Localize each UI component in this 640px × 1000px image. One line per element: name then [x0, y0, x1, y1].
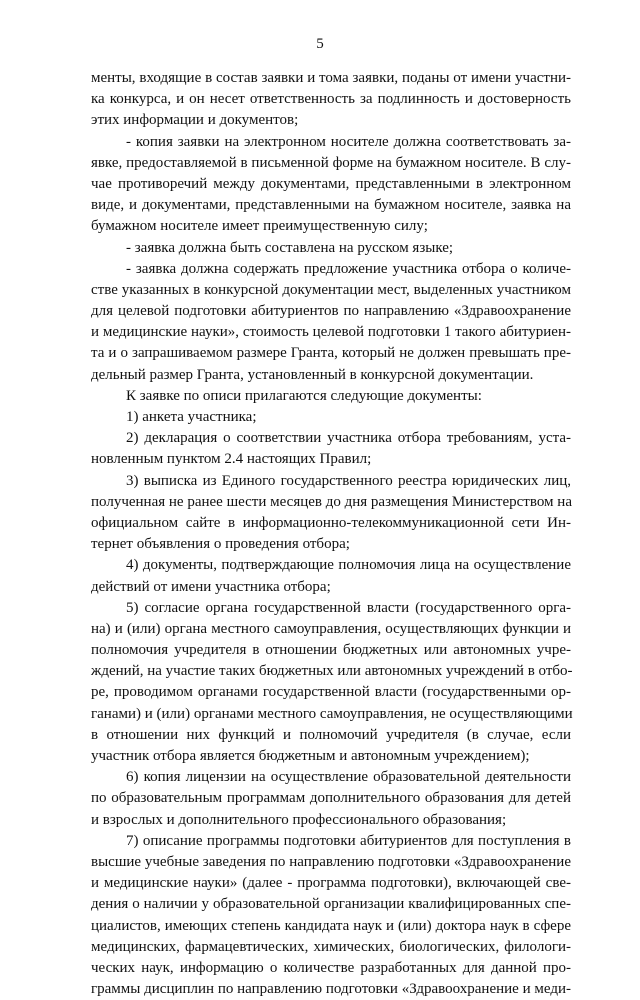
text-line: бумажном носителе имеет преимущественную силу;: [91, 218, 428, 235]
text-line: и взрослых и дополнительного профессионального образования;: [91, 811, 507, 828]
text-line: и медицинские науки», стоимость целевой подготовки 1 такого абитуриен-: [91, 324, 571, 341]
text-line: ка конкурса, и он несет ответственность за подлинность и достоверность: [91, 91, 571, 108]
text-line: 6) копия лицензии на осуществление образовательной деятельности: [126, 769, 571, 786]
text-line: циалистов, имеющих степень кандидата наук и (или) доктора наук в сфере: [91, 917, 571, 934]
document-body: [91, 68, 571, 1000]
text-line: ганами) и (или) органами местного самоуправления, не осуществляющими: [91, 705, 573, 722]
text-line: 5) согласие органа государственной власти (государственного орга-: [126, 599, 571, 616]
text-line: в отношении них функций и полномочий учредителя (в случае, если: [91, 726, 571, 743]
text-line: полученная не ранее шести месяцев до дня размещения Министерством на: [91, 493, 572, 510]
text-line: граммы дисциплин по направлению подготовки «Здравоохранение и меди-: [91, 981, 571, 998]
text-line: этих информации и документов;: [91, 112, 299, 129]
text-line: 7) описание программы подготовки абитуриентов для поступления в: [126, 832, 571, 849]
text-line: медицинских, фармацевтических, химических, биологических, филологи-: [91, 938, 571, 955]
text-line: чае противоречий между документами, представленными в электронном: [91, 175, 571, 192]
text-line: полномочия учредителя в отношении бюджетных или автономных учре-: [91, 642, 571, 659]
text-line: ждений, на участие таких бюджетных или автономных учреждений в отбо-: [91, 663, 573, 680]
text-line: действий от имени участника отбора;: [91, 578, 331, 595]
text-line: на) и (или) органа местного самоуправления, осуществляющих функции и: [91, 620, 571, 637]
text-line: - заявка должна быть составлена на русском языке;: [126, 239, 454, 256]
text-line: тернет объявления о проведения отбора;: [91, 536, 350, 553]
text-line: официальном сайте в информационно-телекоммуникационной сети Ин-: [91, 514, 571, 531]
text-line: дельный размер Гранта, установленный в конкурсной документации.: [91, 366, 534, 383]
text-line: явке, предоставляемой в письменной форме на бумажном носителе. В слу-: [91, 154, 571, 171]
text-line: высшие учебные заведения по направлению подготовки «Здравоохранение: [91, 853, 571, 870]
text-line: для целевой подготовки абитуриентов по направлению «Здравоохранение: [91, 303, 571, 320]
text-line: - заявка должна содержать предложение участника отбора о количе-: [126, 260, 571, 277]
text-line: виде, и документами, представленными на бумажном носителе, заявка на: [91, 197, 571, 214]
text-line: новленным пунктом 2.4 настоящих Правил;: [91, 451, 372, 468]
text-line: 3) выписка из Единого государственного реестра юридических лиц,: [126, 472, 571, 489]
text-line: ческих наук, информацию о количестве разработанных для данной про-: [91, 959, 571, 976]
text-line: и медицинские науки» (далее - программа подготовки), включающей све-: [91, 875, 571, 892]
text-line: менты, входящие в состав заявки и тома заявки, поданы от имени участни-: [91, 70, 571, 86]
text-line: та и о запрашиваемом размере Гранта, который не должен превышать пре-: [91, 345, 571, 362]
text-line: стве указанных в конкурсной документации мест, выделенных участником: [91, 281, 571, 298]
text-line: по образовательным программам дополнительного образования для детей: [91, 790, 571, 807]
text-line: 1) анкета участника;: [126, 409, 257, 425]
text-line: - копия заявки на электронном носителе должна соответствовать за-: [126, 133, 571, 150]
text-line: участник отбора является бюджетным и автономным учреждением);: [91, 748, 530, 764]
text-line: дения о наличии у образовательной организации квалифицированных спе-: [91, 896, 571, 913]
text-line: 4) документы, подтверждающие полномочия лица на осуществление: [126, 557, 571, 574]
text-line: 2) декларация о соответствии участника отбора требованиям, уста-: [126, 430, 571, 447]
text-line: ре, проводимом органами государственной власти (государственными ор-: [91, 684, 571, 701]
page-number: 5: [316, 36, 324, 52]
text-line: К заявке по описи прилагаются следующие документы:: [126, 387, 482, 404]
